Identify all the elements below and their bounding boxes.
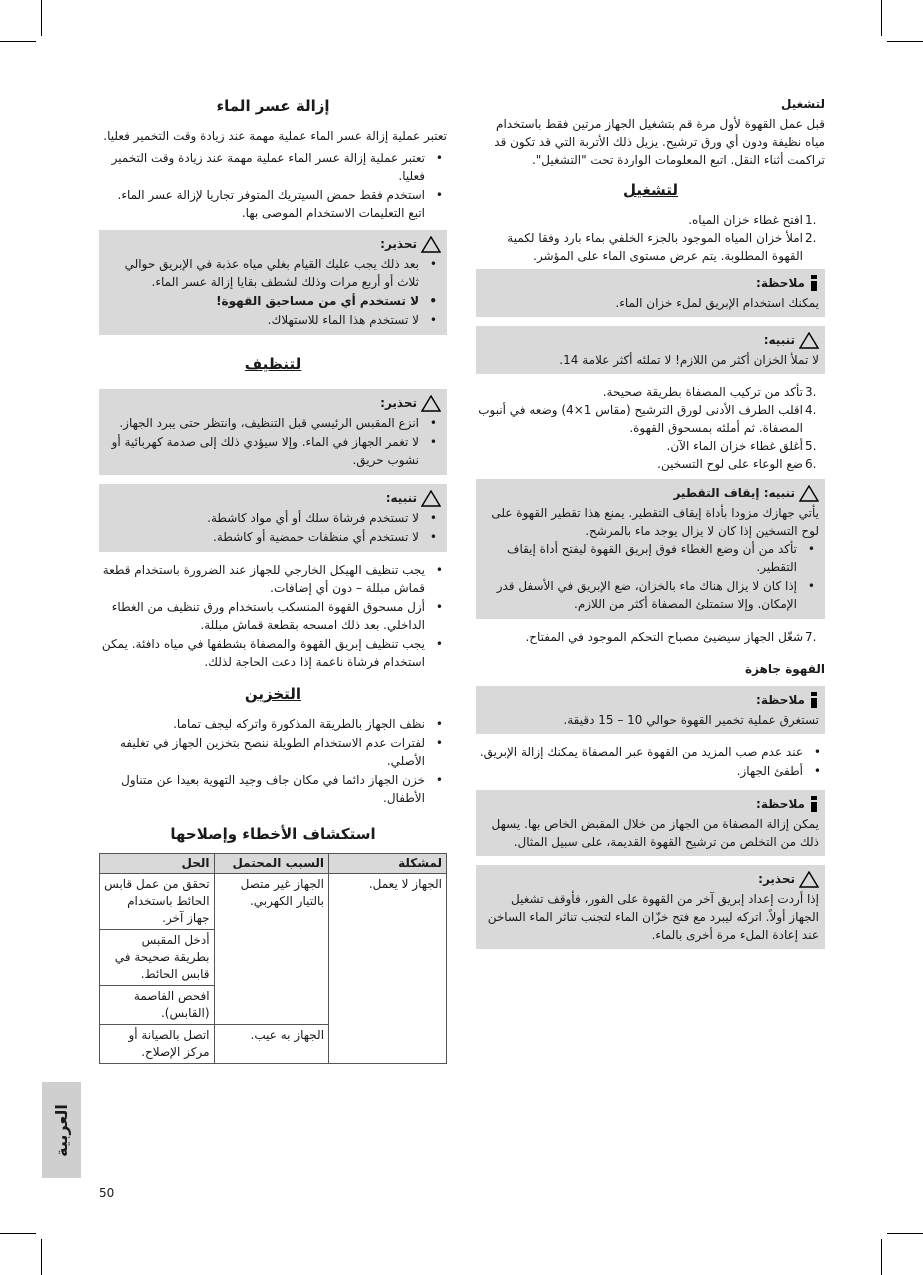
table-cell: الجهاز لا يعمل.	[329, 874, 447, 1064]
list-item: • لا تستخدم أي من مساحيق القهوة!	[105, 292, 441, 310]
col-header-problem: لمشكلة	[329, 854, 447, 874]
list-item: • أطفئ الجهاز.	[476, 762, 825, 780]
list-item: • لا تستخدم أي منظفات حمضية أو كاشطة.	[105, 528, 441, 546]
crop-mark	[41, 1239, 42, 1275]
list-item: • استخدم فقط حمض السيتريك المتوفر تجاريا لإزالة عسر الماء. اتبع التعليمات الاستخدام الموصى بها.	[99, 186, 447, 222]
list-item: • بعد ذلك يجب عليك القيام بغلي مياه عذبة في الإبريق حوالي ثلاث أو أربع مرات وذلك لشطف بقايا إزالة عسر الماء.	[105, 255, 441, 291]
cleaning-title: لتنظيف	[244, 355, 302, 373]
list-item: • أزل مسحوق القهوة المنسكب باستخدام ورق تنظيف من الغطاء الداخلي. بعد ذلك امسحه بقطعة قماش مبللة.	[99, 598, 447, 634]
col-header-solution: الحل	[100, 854, 215, 874]
table-cell: الجهاز غير متصل بالتيار الكهربي.	[214, 874, 329, 1025]
list-item: 5. أغلق غطاء خزان الماء الآن.	[666, 439, 817, 453]
note-box: ملاحظة: تستغرق عملية تخمير القهوة حوالي 10 – 15 دقيقة.	[476, 686, 825, 734]
descale-intro: تعتبر عملية إزالة عسر الماء عملية مهمة عند زيادة وقت التخمير فعليا.	[103, 129, 447, 143]
warning-triangle-icon	[421, 395, 441, 412]
language-tab: العربية	[42, 1082, 81, 1178]
troubleshooting-title: استكشاف الأخطاء وإصلاحها	[170, 825, 376, 843]
list-item: • إذا كان لا يزال هناك ماء بالخزان، ضع الإبريق في الأسفل قدر الإمكان. وإلا ستمتلئ المصفاة أكثر من اللازم.	[482, 577, 819, 613]
note-box: ملاحظة: يمكن إزالة المصفاة من الجهاز من خلال المقبض الخاص بها. يسهل ذلك من التخلص من ترشيح القهوة القديمة، على سبيل المثال.	[476, 790, 825, 856]
crop-mark	[0, 1233, 36, 1234]
list-item: • تعتبر عملية إزالة عسر الماء عملية مهمة عند زيادة وقت التخمير فعليا.	[99, 149, 447, 185]
intro-text: قبل عمل القهوة لأول مرة قم بتشغيل الجهاز مرتين فقط باستخدام مياه نظيفة ودون أي ورق ترشيح. يزيل ذلك الأتربة التي قد تكون قد تراكمت أثناء النقل. اتبع المعلومات الواردة تحت "التشغيل".	[494, 117, 825, 167]
list-item: 7. شغّل الجهاز سيضيئ مصباح التحكم الموجود في المفتاح.	[525, 630, 817, 644]
warning-triangle-icon	[421, 236, 441, 253]
list-item: • لفترات عدم الاستخدام الطويلة ننصح بتخزين الجهاز في تغليفه الأصلي.	[99, 734, 447, 770]
note-box: ملاحظة: يمكنك استخدام الإبريق لملء خزان الماء.	[476, 269, 825, 317]
intro-title: لتشغيل	[781, 97, 825, 111]
list-item: • عند عدم صب المزيد من القهوة عبر المصفاة يمكنك إزالة الإبريق.	[476, 743, 825, 761]
list-item: • نظف الجهاز بالطريقة المذكورة واتركه ليجف تماما.	[99, 715, 447, 733]
table-header-row	[100, 854, 447, 874]
storage-title: التخزين	[244, 685, 302, 703]
table-cell: أدخل المقبس بطريقة صحيحة في قابس الحائط.	[100, 930, 215, 986]
descale-bullets	[99, 149, 447, 222]
list-item: • خزن الجهاز دائما في مكان جاف وجيد التهوية بعيدا عن متناول الأطفال.	[99, 771, 447, 807]
list-item: 3. تأكد من تركيب المصفاة بطريقة صحيحة.	[602, 385, 817, 399]
col-header-cause: السبب المحتمل	[214, 854, 329, 874]
list-item: 6. ضع الوعاء على لوح التسخين.	[657, 457, 817, 471]
operation-title: لتشغيل	[623, 181, 678, 199]
info-icon	[809, 275, 819, 291]
crop-mark	[881, 1239, 882, 1275]
info-icon	[809, 692, 819, 708]
table-cell: افحص الفاصمة (القابس).	[100, 986, 215, 1025]
storage-bullets	[99, 715, 447, 807]
drip-stop-caution-box: تنبيه: إيقاف التقطير يأتي جهازك مزودا بأداة إيقاف التقطير. يمنع هذا تقطير القهوة على لوح التسخين إذا كان لا يزال يوجد ماء بالمرشح. • تأكد من أن وضع الغطاء فوق إبريق القهوة ليفتح أداة إيقاف التقطير. • إذا كان لا يزال هناك ماء بالخزان، ضع الإبريق في الأسفل قدر الإمكان. وإلا ستمتلئ المصفاة أكثر من اللازم.	[476, 479, 825, 619]
list-item: • لا تستخدم فرشاة سلك أو أي مواد كاشطة.	[105, 509, 441, 527]
warning-box: تحذير: • انزع المقبس الرئيسي قبل التنظيف، وانتظر حتى يبرد الجهاز. • لا تغمر الجهاز في الماء. وإلا سيؤدي ذلك إلى صدمة كهربائية أو نشوب حريق.	[99, 389, 447, 475]
list-item: • لا تستخدم هذا الماء للاستهلاك.	[105, 311, 441, 329]
crop-mark	[887, 1233, 923, 1234]
caution-box: تنبيه: لا تملأ الخزان أكثر من اللازم! لا تملئه أكثر علامة 14.	[476, 326, 825, 374]
troubleshooting-table	[99, 853, 447, 1064]
cleaning-bullets	[99, 561, 447, 671]
list-item: • يجب تنظيف الهيكل الخارجي للجهاز عند الضرورة باستخدام قطعة قماش مبللة – دون أي إضافات.	[99, 561, 447, 597]
table-cell: اتصل بالصيانة أو مركز الإصلاح.	[100, 1025, 215, 1064]
table-row	[100, 874, 447, 930]
info-icon	[809, 796, 819, 812]
descale-title: إزالة عسر الماء	[216, 97, 330, 115]
crop-mark	[41, 0, 42, 36]
left-column	[99, 95, 447, 1064]
list-item: 2. املأ خزان المياه الموجود بالجزء الخلفي بماء بارد وفقا لكمية القهوة المطلوبة. يتم عرض مستوى الماء على المؤشر.	[507, 231, 817, 263]
warning-triangle-icon	[799, 332, 819, 349]
caution-box: تنبيه: • لا تستخدم فرشاة سلك أو أي مواد كاشطة. • لا تستخدم أي منظفات حمضية أو كاشطة.	[99, 484, 447, 552]
warning-triangle-icon	[421, 490, 441, 507]
right-column	[476, 95, 825, 958]
ready-title: القهوة جاهزة	[745, 662, 825, 676]
list-item: • انزع المقبس الرئيسي قبل التنظيف، وانتظر حتى يبرد الجهاز.	[105, 414, 441, 432]
crop-mark	[881, 0, 882, 36]
steps-list-b	[476, 383, 825, 473]
list-item: • تأكد من أن وضع الغطاء فوق إبريق القهوة ليفتح أداة إيقاف التقطير.	[482, 540, 819, 576]
ready-bullets	[476, 743, 825, 780]
warning-box: تحذير: إذا أردت إعداد إبريق آخر من القهوة على الفور، فأوقف تشغيل الجهاز أولاً. اتركه ليبرد مع فتح خزّان الماء لتجنب تناثر الماء الساخن عند إعادة الملء مرة أخرى بالماء.	[476, 865, 825, 949]
warning-triangle-icon	[799, 871, 819, 888]
steps-list-c	[476, 628, 825, 646]
list-item: • لا تغمر الجهاز في الماء. وإلا سيؤدي ذلك إلى صدمة كهربائية أو نشوب حريق.	[105, 433, 441, 469]
table-cell: تحقق من عمل قابس الحائط باستخدام جهاز آخر.	[100, 874, 215, 930]
list-item: 4. اقلب الطرف الأدنى لورق الترشيح (مقاس 1×4) وضعه في أنبوب المصفاة. ثم أملئه بمسحوق القهوة.	[478, 403, 817, 435]
warning-box: تحذير: • بعد ذلك يجب عليك القيام بغلي مياه عذبة في الإبريق حوالي ثلاث أو أربع مرات وذلك لشطف بقايا إزالة عسر الماء. • لا تستخدم أي من مساحيق القهوة! • لا تستخدم هذا الماء للاستهلاك.	[99, 230, 447, 335]
crop-mark	[0, 41, 36, 42]
list-item: 1. افتح غطاء خزان المياه.	[688, 213, 817, 227]
steps-list-a	[476, 211, 825, 265]
list-item: • يجب تنظيف إبريق القهوة والمصفاة بشطفها في مياه دافئة. يمكن استخدام فرشاة ناعمة إذا دعت الحاجة لذلك.	[99, 635, 447, 671]
warning-triangle-icon	[799, 485, 819, 502]
page-number: 50	[99, 1186, 115, 1200]
table-cell: الجهاز به عيب.	[214, 1025, 329, 1064]
crop-mark	[887, 41, 923, 42]
